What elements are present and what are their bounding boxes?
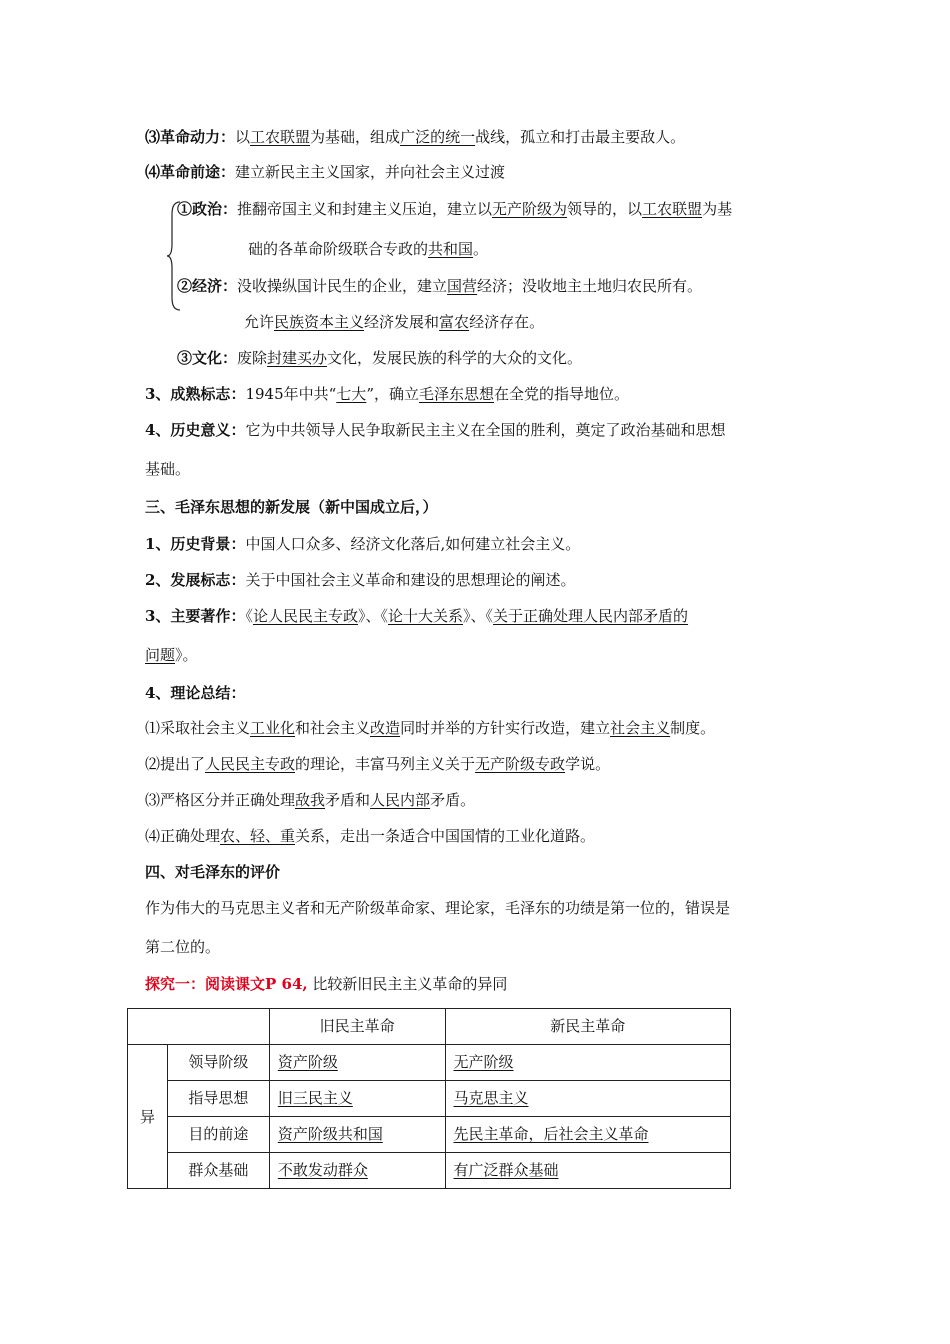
economy-line-2: 允许民族资本主义经济发展和富农经济存在。 — [244, 313, 545, 331]
cell-new: 先民主革命，后社会主义革命 — [453, 1125, 649, 1143]
politics-line-2: 础的各革命阶级联合专政的共和国。 — [248, 240, 489, 258]
explore-label: 探究一：阅读课文P 64, — [145, 975, 308, 993]
table-row — [128, 1045, 731, 1081]
row-item: 领导阶级 — [167, 1045, 269, 1081]
development-mark-line: 2、发展标志：关于中国社会主义革命和建设的思想理论的阐述。 — [145, 571, 576, 589]
row-item: 群众基础 — [167, 1153, 269, 1189]
politics-line: ①政治：推翻帝国主义和封建主义压迫，建立以无产阶级为领导的，以工农联盟为基 — [177, 200, 733, 218]
group-label: 异 — [128, 1045, 168, 1189]
cell-old: 资产阶级共和国 — [277, 1125, 383, 1143]
cell-old: 不敢发动群众 — [277, 1161, 368, 1179]
significance-line: 4、历史意义：它为中共领导人民争取新民主主义在全国的胜利，奠定了政治基础和思想 — [145, 421, 726, 439]
theory-summary-label: 4、理论总结： — [145, 684, 246, 702]
significance-line-2: 基础。 — [145, 460, 191, 478]
evaluation-text-2: 第二位的。 — [145, 938, 221, 956]
table-row — [128, 1153, 731, 1189]
economy-line: ②经济：没收操纵国计民生的企业，建立国营经济；没收地主土地归农民所有。 — [177, 277, 703, 295]
table-row — [128, 1117, 731, 1153]
culture-line: ③文化：废除封建买办文化，发展民族的科学的大众的文化。 — [177, 349, 583, 367]
row-item: 指导思想 — [167, 1081, 269, 1117]
revolution-forces-line: ⑶革命动力：以工农联盟为基础，组成广泛的统一战线，孤立和打击最主要敌人。 — [145, 128, 686, 146]
history-background-line: 1、历史背景：中国人口众多、经济文化落后,如何建立社会主义。 — [145, 535, 581, 553]
revolution-forces-label: ⑶革命动力： — [145, 128, 236, 146]
cell-new: 无产阶级 — [453, 1053, 514, 1071]
maturity-line: 3、成熟标志：1945年中共“七大”，确立毛泽东思想在全党的指导地位。 — [145, 385, 630, 403]
theory-item-3: ⑶严格区分并正确处理敌我矛盾和人民内部矛盾。 — [145, 791, 476, 809]
row-item: 目的前途 — [167, 1117, 269, 1153]
cell-old: 资产阶级 — [277, 1053, 338, 1071]
cell-new: 有广泛群众基础 — [453, 1161, 559, 1179]
theory-item-4: ⑷正确处理农、轻、重关系，走出一条适合中国国情的工业化道路。 — [145, 827, 596, 845]
cell-old: 旧三民主义 — [277, 1089, 353, 1107]
header-new: 新民主革命 — [445, 1009, 731, 1045]
evaluation-text: 作为伟大的马克思主义者和无产阶级革命家、理论家，毛泽东的功绩是第一位的，错误是 — [145, 899, 731, 917]
theory-item-1: ⑴采取社会主义工业化和社会主义改造同时并举的方针实行改造，建立社会主义制度。 — [145, 719, 716, 737]
header-old: 旧民主革命 — [269, 1009, 445, 1045]
section-3-heading: 三、毛泽东思想的新发展（新中国成立后，） — [145, 498, 438, 516]
theory-item-2: ⑵提出了人民民主专政的理论，丰富马列主义关于无产阶级专政学说。 — [145, 755, 611, 773]
main-works-line-2: 问题》。 — [145, 646, 198, 664]
section-4-heading: 四、对毛泽东的评价 — [145, 863, 281, 881]
revolution-future-line: ⑷革命前途：建立新民主主义国家，并向社会主义过渡 — [145, 163, 506, 181]
table-header-row — [128, 1009, 731, 1045]
comparison-table — [127, 1008, 731, 1189]
main-works-line: 3、主要著作：《论人民民主专政》、《论十大关系》、《关于正确处理人民内部矛盾的 — [145, 607, 689, 625]
explore-line: 探究一：阅读课文P 64, 比较新旧民主主义革命的异同 — [145, 975, 508, 993]
cell-new: 马克思主义 — [453, 1089, 529, 1107]
table-row — [128, 1081, 731, 1117]
